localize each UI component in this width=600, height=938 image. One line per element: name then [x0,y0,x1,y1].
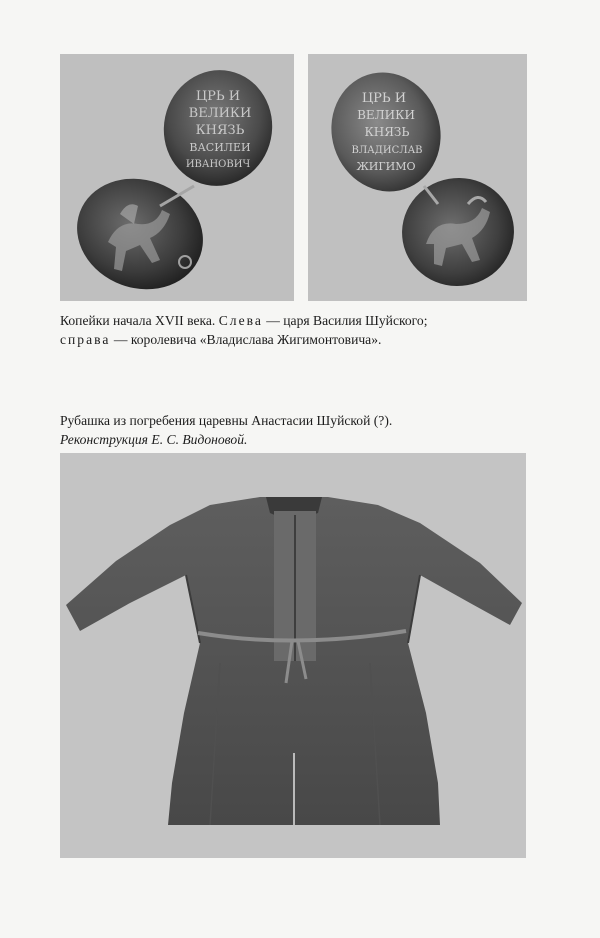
coin-text-line: ВАСИЛЕИ [189,141,251,154]
shirt-photo [60,453,526,858]
caption-text: — королевича «Владислава Жигимонтовича». [110,332,382,347]
coins-caption [60,311,428,349]
coins-caption-line-2 [60,330,428,349]
coin-text-line: ВЕЛИКИ [357,108,415,122]
coins-photo-left [60,54,294,301]
coin-text-line: ВЕЛИКИ [188,106,252,121]
shirt-caption-credit: Реконструкция Е. С. Видоновой. [60,432,248,447]
shirt-caption-line-1: Рубашка из погребения царевны Анастасии Шуйской (?). [60,413,393,428]
coin-text-line: ИВАНОВИЧ [185,159,251,170]
caption-text: — царя Василия Шуйского; [262,313,428,328]
shirt-caption [60,411,392,449]
coins-caption-line-1 [60,311,428,330]
caption-text: Копейки начала XVII века. [60,313,216,328]
coin-text-line: КНЯЗЬ [364,125,410,139]
coin-text-line: ЖИГИМО [356,160,416,173]
coin-text-line: ЦРЬ И [361,91,407,106]
caption-emphasis-left: Слева [218,313,263,328]
coins-photo-right [308,54,527,301]
caption-emphasis-right: справа [60,332,111,347]
coin-text-line: КНЯЗЬ [195,123,245,138]
coin-text-line: ЦРЬ И [195,89,241,104]
coin-text-line: ВЛАДИСЛАВ [351,145,423,156]
